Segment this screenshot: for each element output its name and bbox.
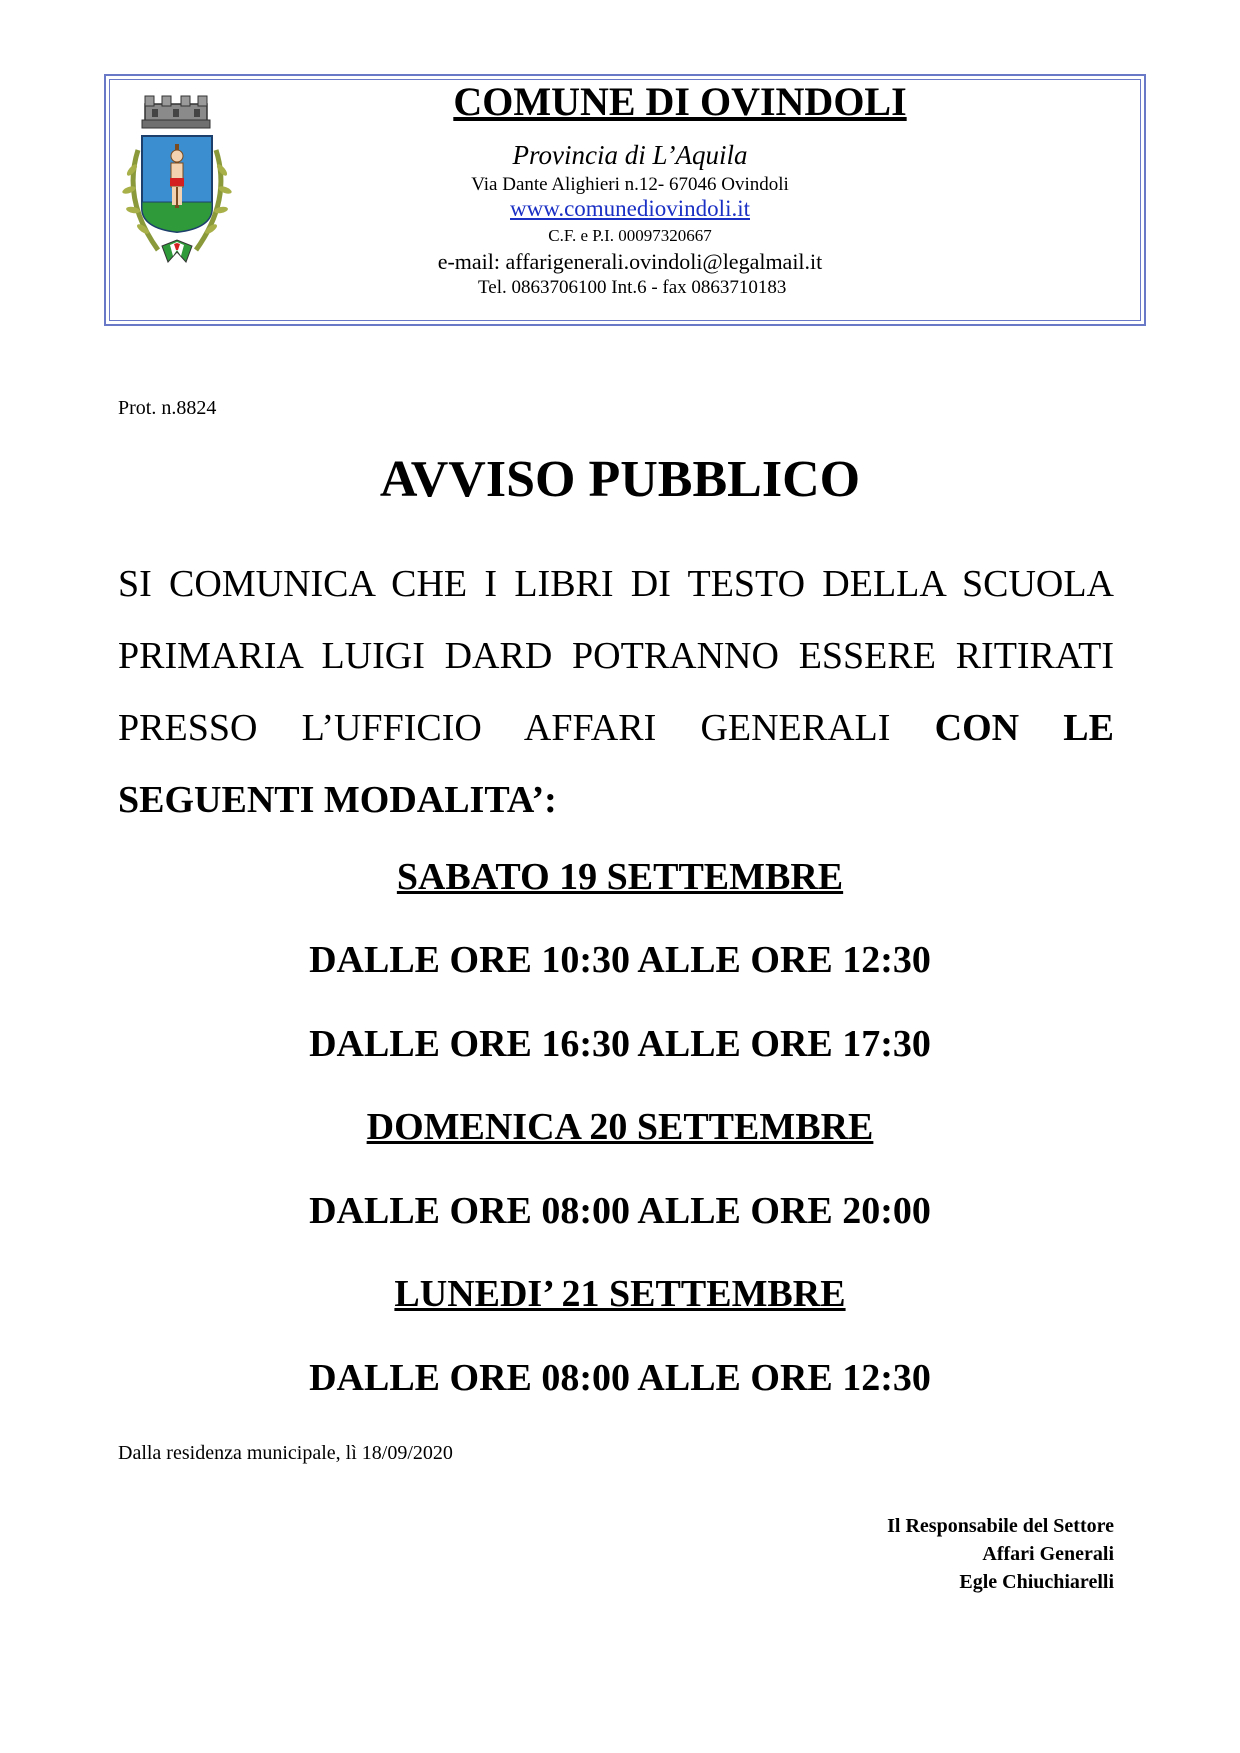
notice-body-bold: CON LE SEGUENTI MODALITA’: bbox=[118, 707, 1114, 821]
coat-of-arms-icon bbox=[112, 90, 242, 270]
date-line: Dalla residenza municipale, lì 18/09/2020 bbox=[118, 1442, 453, 1464]
schedule-day-2-slot-1: DALLE ORE 08:00 ALLE ORE 20:00 bbox=[309, 1190, 931, 1232]
notice-body bbox=[118, 548, 1114, 836]
protocol-number: Prot. n.8824 bbox=[118, 397, 217, 419]
notice-body-text: SI COMUNICA CHE I LIBRI DI TESTO DELLA SCUOLA PRIMARIA LUIGI DARD POTRANNO ESSERE RITIRATI PRESSO L’UFFICIO AFFARI GENERALI bbox=[118, 563, 1114, 749]
phone-fax-line: Tel. 0863706100 Int.6 - fax 0863710183 bbox=[478, 277, 787, 298]
address-line: Via Dante Alighieri n.12- 67046 Ovindoli bbox=[471, 174, 789, 195]
schedule-day-3: LUNEDI’ 21 SETTEMBRE bbox=[394, 1273, 846, 1315]
signature-block bbox=[887, 1512, 1114, 1596]
schedule-day-1-slot-2: DALLE ORE 16:30 ALLE ORE 17:30 bbox=[309, 1023, 931, 1065]
comune-title: COMUNE DI OVINDOLI bbox=[453, 79, 907, 124]
signature-sector: Affari Generali bbox=[982, 1543, 1114, 1565]
signature-name: Egle Chiuchiarelli bbox=[959, 1571, 1114, 1593]
schedule-day-1: SABATO 19 SETTEMBRE bbox=[396, 856, 844, 898]
signature-role: Il Responsabile del Settore bbox=[887, 1515, 1114, 1537]
schedule-day-3-slot-1: DALLE ORE 08:00 ALLE ORE 12:30 bbox=[309, 1357, 931, 1399]
notice-title: AVVISO PUBBLICO bbox=[379, 451, 861, 508]
schedule-day-1-slot-1: DALLE ORE 10:30 ALLE ORE 12:30 bbox=[309, 939, 931, 981]
tax-code-line: C.F. e P.I. 00097320667 bbox=[548, 226, 712, 245]
email-line: e-mail: affarigenerali.ovindoli@legalmail.it bbox=[437, 249, 823, 274]
website-link[interactable]: www.comunediovindoli.it bbox=[510, 196, 750, 221]
schedule-day-2: DOMENICA 20 SETTEMBRE bbox=[366, 1106, 874, 1148]
provincia-line: Provincia di L’Aquila bbox=[512, 140, 748, 170]
